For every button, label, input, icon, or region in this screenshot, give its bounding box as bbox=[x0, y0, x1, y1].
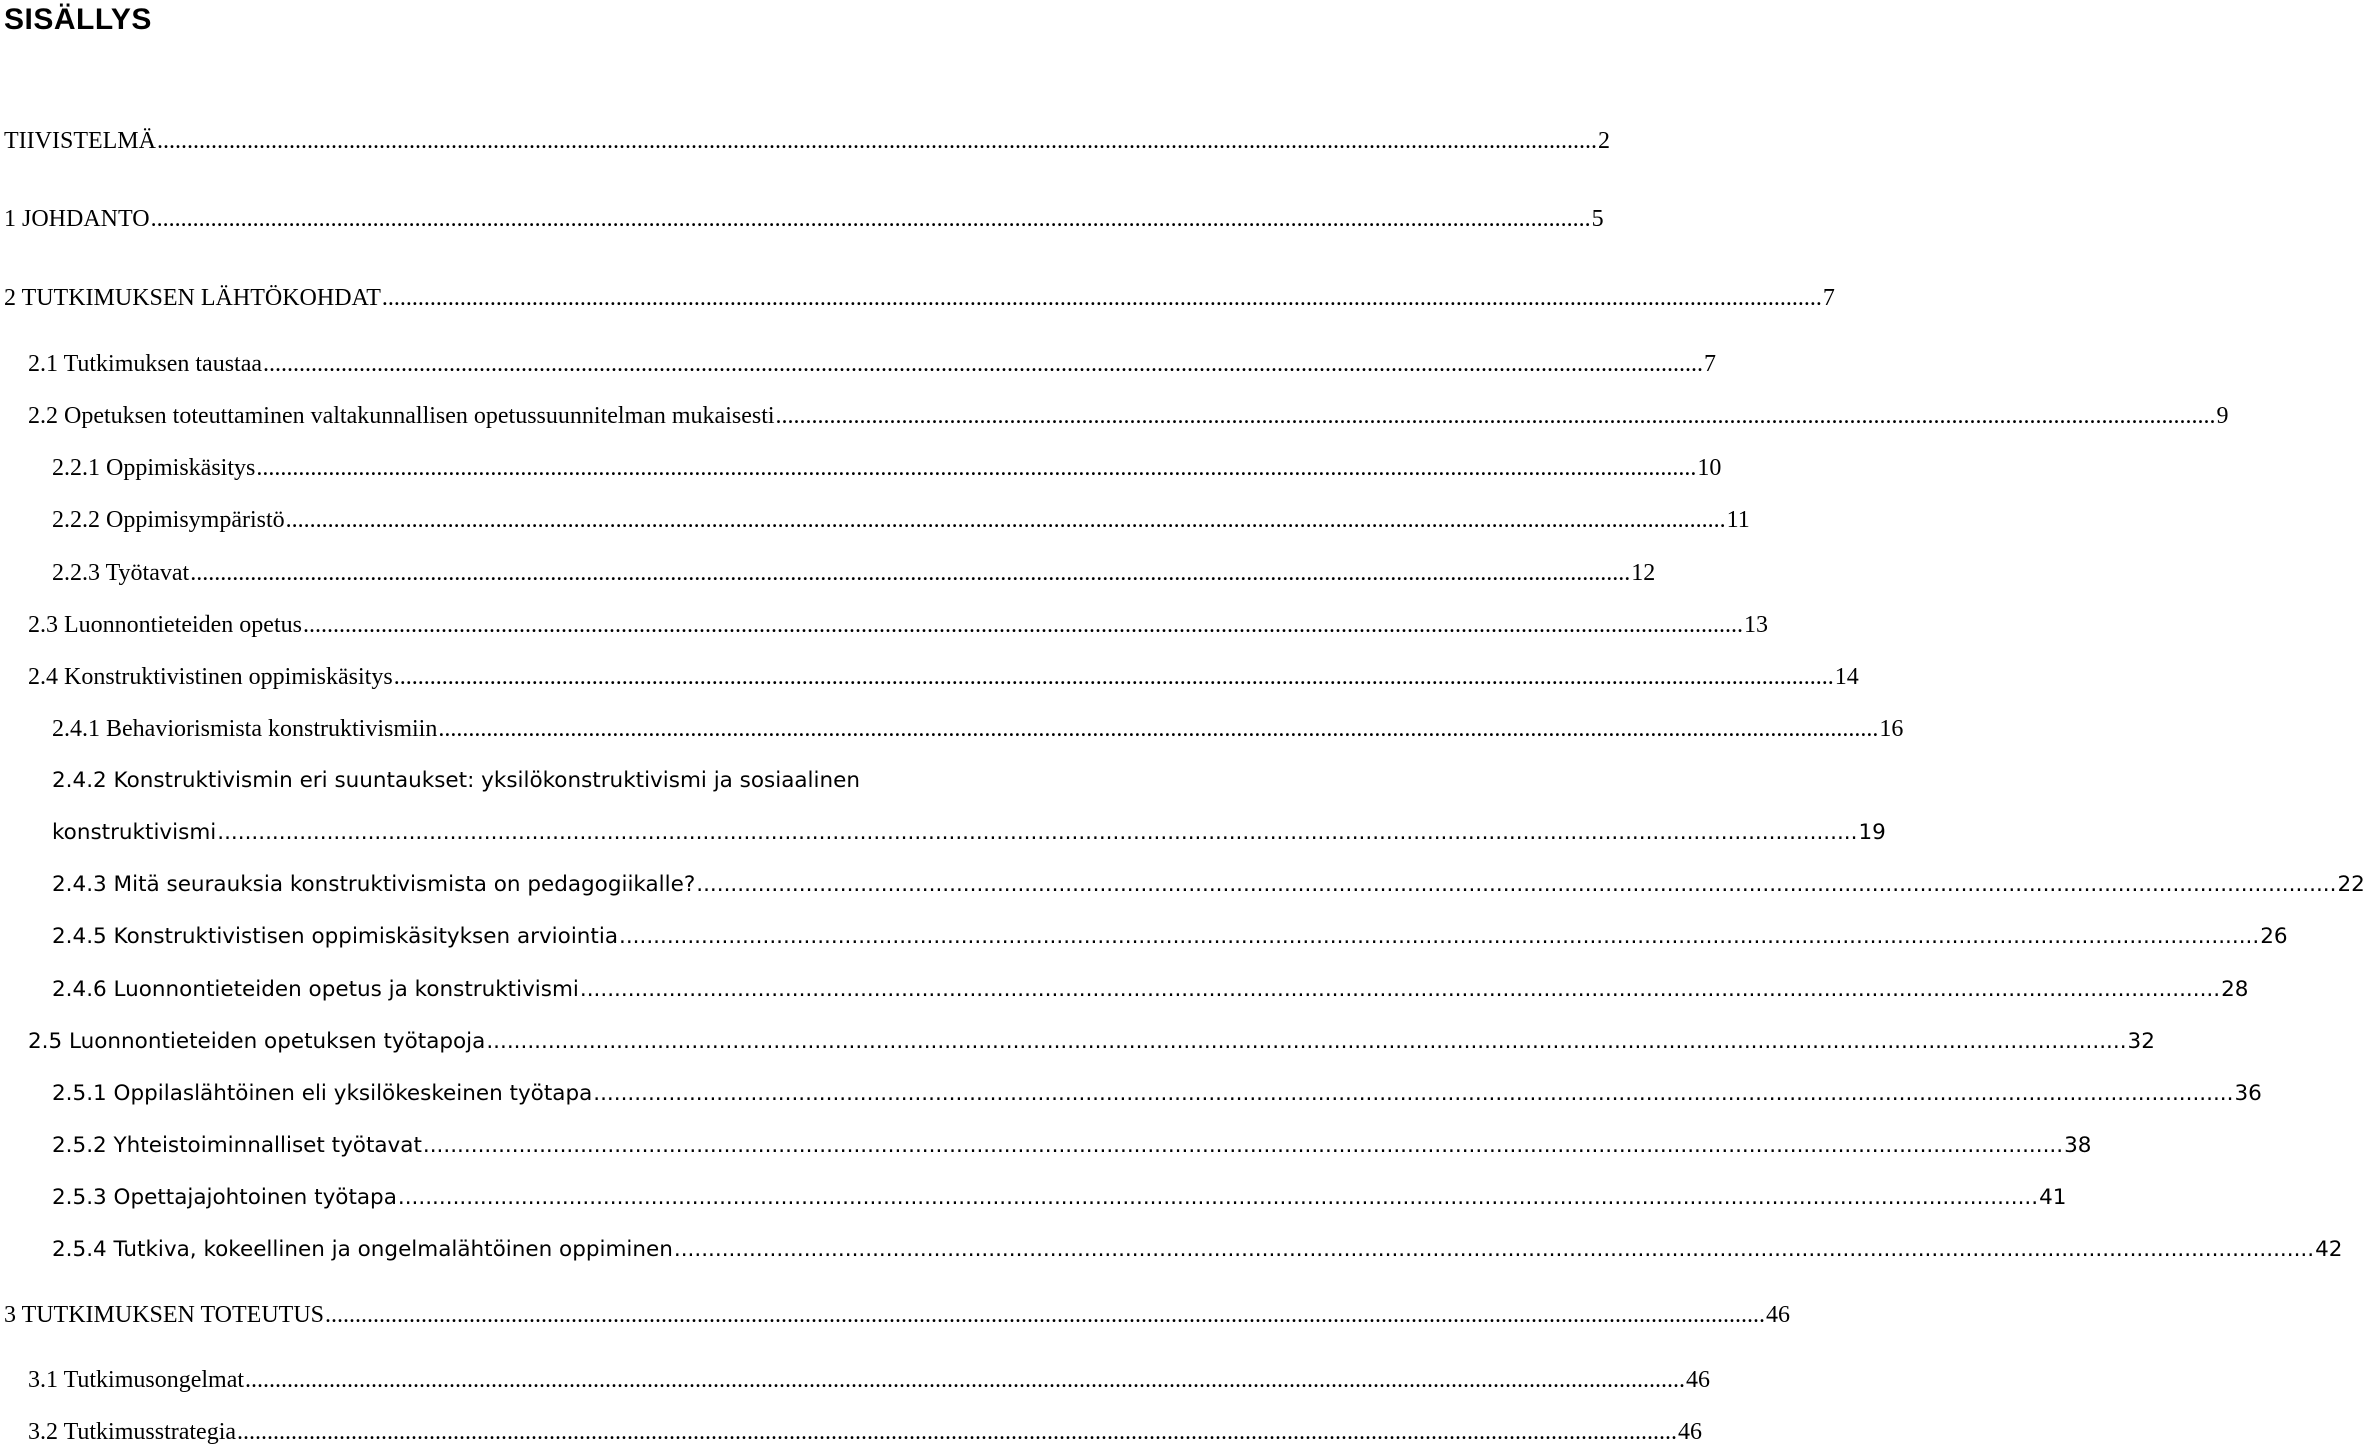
toc-entry-label: 2.5.2 Yhteistoiminnalliset työtavat bbox=[52, 1133, 422, 1158]
toc-entry-2-4-6[interactable] bbox=[52, 973, 2249, 1007]
toc-entry-2-5-1[interactable] bbox=[52, 1077, 2262, 1111]
toc-entry-2-2-1[interactable] bbox=[52, 451, 1722, 485]
toc-page-number: 38 bbox=[2064, 1133, 2092, 1158]
dot-leader: ................................................................................................................................................................................................................................................ bbox=[150, 206, 1591, 232]
toc-entry-label: 2.2.1 Oppimiskäsitys bbox=[52, 455, 256, 481]
toc-entry-label: 2.4.1 Behaviorismista konstruktivismiin bbox=[52, 716, 438, 742]
toc-page-number: 9 bbox=[2216, 403, 2229, 429]
toc-page-number: 46 bbox=[1678, 1419, 1703, 1445]
toc-page-number: 12 bbox=[1631, 560, 1656, 586]
toc-entry-label: 2.3 Luonnontieteiden opetus bbox=[28, 612, 302, 638]
toc-page-number: 5 bbox=[1591, 206, 1604, 232]
toc-page-number: 10 bbox=[1697, 455, 1722, 481]
toc-entry-2-4-2-first-line[interactable]: 2.4.2 Konstruktivismin eri suuntaukset: yksilökonstruktivismi ja sosiaalinen bbox=[52, 768, 860, 793]
toc-entry-label: 1 JOHDANTO bbox=[4, 206, 150, 232]
toc-entry-label: 2.5 Luonnontieteiden opetuksen työtapoja bbox=[28, 1029, 486, 1054]
toc-entry-2-5-4[interactable] bbox=[52, 1233, 2343, 1267]
toc-entry-label: 2.4.3 Mitä seurauksia konstruktivismista on pedagogiikalle? bbox=[52, 872, 696, 897]
toc-entry-label: 2.2.3 Työtavat bbox=[52, 560, 190, 586]
toc-entry-2-3[interactable] bbox=[28, 608, 1768, 642]
toc-entry-2-2[interactable] bbox=[28, 399, 2229, 433]
toc-page-number: 42 bbox=[2315, 1237, 2343, 1262]
toc-page-number: 2 bbox=[1597, 128, 1610, 154]
toc-page-number: 16 bbox=[1879, 716, 1904, 742]
toc-page-number: 41 bbox=[2039, 1185, 2067, 1210]
dot-leader: ................................................................................................................................................................................................................................................ bbox=[673, 1237, 2315, 1262]
toc-entry-label: 2.4.5 Konstruktivistisen oppimiskäsityksen arviointia bbox=[52, 924, 618, 949]
dot-leader: ................................................................................................................................................................................................................................................ bbox=[325, 1302, 1766, 1328]
toc-entry-label: 2.5.3 Opettajajohtoinen työtapa bbox=[52, 1185, 397, 1210]
toc-entry-2-4-2[interactable] bbox=[52, 816, 1886, 850]
toc-page-number: 7 bbox=[1704, 351, 1717, 377]
toc-entry-label: 3.2 Tutkimusstrategia bbox=[28, 1419, 237, 1445]
dot-leader: ................................................................................................................................................................................................................................................ bbox=[285, 507, 1726, 533]
toc-page-number: 26 bbox=[2260, 924, 2288, 949]
toc-entry-3-1[interactable] bbox=[28, 1363, 1711, 1397]
dot-leader: ................................................................................................................................................................................................................................................ bbox=[486, 1029, 2127, 1054]
toc-page-number: 11 bbox=[1726, 507, 1750, 533]
toc-page-number: 13 bbox=[1743, 612, 1768, 638]
toc-page-number: 28 bbox=[2221, 977, 2249, 1002]
dot-leader: ................................................................................................................................................................................................................................................ bbox=[245, 1367, 1686, 1393]
dot-leader: ................................................................................................................................................................................................................................................ bbox=[190, 560, 1631, 586]
toc-entry-2-2-3[interactable] bbox=[52, 556, 1656, 590]
toc-entry-label: 2.2 Opetuksen toteuttaminen valtakunnallisen opetussuunnitelman mukaisesti bbox=[28, 403, 775, 429]
dot-leader: ................................................................................................................................................................................................................................................ bbox=[593, 1081, 2234, 1106]
toc-page-number: 14 bbox=[1834, 664, 1859, 690]
toc-entry-label: 2 TUTKIMUKSEN LÄHTÖKOHDAT bbox=[4, 285, 381, 311]
dot-leader: ................................................................................................................................................................................................................................................ bbox=[422, 1133, 2064, 1158]
toc-entry-label: 3 TUTKIMUKSEN TOTEUTUS bbox=[4, 1302, 325, 1328]
toc-entry-label: TIIVISTELMÄ bbox=[4, 128, 156, 154]
toc-entry-label: 3.1 Tutkimusongelmat bbox=[28, 1367, 245, 1393]
toc-entry-label: 2.4 Konstruktivistinen oppimiskäsitys bbox=[28, 664, 393, 690]
toc-entry-johdanto[interactable] bbox=[4, 202, 1604, 236]
toc-entry-lahtokohdat[interactable] bbox=[4, 281, 1835, 315]
toc-entry-label: 2.5.4 Tutkiva, kokeellinen ja ongelmalähtöinen oppiminen bbox=[52, 1237, 673, 1262]
toc-entry-2-4-3[interactable] bbox=[52, 868, 2365, 902]
toc-entry-tiivistelma[interactable] bbox=[4, 124, 1610, 158]
toc-entry-label: 2.5.1 Oppilaslähtöinen eli yksilökeskeinen työtapa bbox=[52, 1081, 593, 1106]
dot-leader: ................................................................................................................................................................................................................................................ bbox=[263, 351, 1704, 377]
toc-entry-2-4-1[interactable] bbox=[52, 712, 1904, 746]
dot-leader: ................................................................................................................................................................................................................................................ bbox=[696, 872, 2337, 897]
dot-leader: ................................................................................................................................................................................................................................................ bbox=[256, 455, 1697, 481]
toc-entry-3-2[interactable] bbox=[28, 1415, 1703, 1449]
toc-page-number: 36 bbox=[2234, 1081, 2262, 1106]
toc-entry-2-2-2[interactable] bbox=[52, 503, 1750, 537]
toc-entry-2-1[interactable] bbox=[28, 347, 1717, 381]
toc-page-number: 19 bbox=[1858, 820, 1886, 845]
toc-entry-2-5-2[interactable] bbox=[52, 1129, 2092, 1163]
toc-entry-2-4-5[interactable] bbox=[52, 920, 2288, 954]
dot-leader: ................................................................................................................................................................................................................................................ bbox=[619, 924, 2260, 949]
toc-entry-label: 2.1 Tutkimuksen taustaa bbox=[28, 351, 263, 377]
dot-leader: ................................................................................................................................................................................................................................................ bbox=[775, 403, 2216, 429]
toc-entry-label: 2.4.6 Luonnontieteiden opetus ja konstruktivismi bbox=[52, 977, 579, 1002]
dot-leader: ................................................................................................................................................................................................................................................ bbox=[381, 285, 1822, 311]
toc-page-number: 22 bbox=[2337, 872, 2365, 897]
dot-leader: ................................................................................................................................................................................................................................................ bbox=[579, 977, 2221, 1002]
toc-entry-2-5[interactable] bbox=[28, 1025, 2155, 1059]
dot-leader: ................................................................................................................................................................................................................................................ bbox=[397, 1185, 2039, 1210]
dot-leader: ................................................................................................................................................................................................................................................ bbox=[393, 664, 1834, 690]
toc-entry-toteutus[interactable] bbox=[4, 1298, 1791, 1332]
toc-page-number: 46 bbox=[1766, 1302, 1791, 1328]
dot-leader: ................................................................................................................................................................................................................................................ bbox=[217, 820, 1858, 845]
toc-page-number: 7 bbox=[1822, 285, 1835, 311]
dot-leader: ................................................................................................................................................................................................................................................ bbox=[302, 612, 1743, 638]
toc-entry-label: konstruktivismi bbox=[52, 820, 217, 845]
toc-entry-label: 2.2.2 Oppimisympäristö bbox=[52, 507, 285, 533]
dot-leader: ................................................................................................................................................................................................................................................ bbox=[156, 128, 1597, 154]
page-title: SISÄLLYS bbox=[4, 3, 152, 36]
dot-leader: ................................................................................................................................................................................................................................................ bbox=[237, 1419, 1678, 1445]
toc-entry-2-5-3[interactable] bbox=[52, 1181, 2067, 1215]
dot-leader: ................................................................................................................................................................................................................................................ bbox=[438, 716, 1879, 742]
toc-entry-2-4[interactable] bbox=[28, 660, 1859, 694]
toc-page-number: 46 bbox=[1686, 1367, 1711, 1393]
toc-page-number: 32 bbox=[2127, 1029, 2155, 1054]
